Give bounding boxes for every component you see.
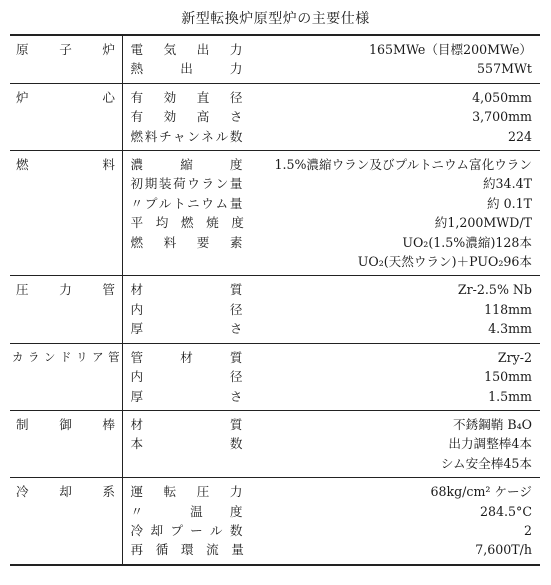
value-column	[250, 410, 540, 477]
table-title: 新型転換炉原型炉の主要仕様	[181, 11, 370, 27]
spec-section	[10, 343, 540, 410]
spec-row	[10, 343, 540, 410]
item-label: 再 循 環 流 量	[130, 542, 244, 558]
category-label: 炉 心	[16, 89, 116, 105]
category-label: 燃 料	[16, 157, 116, 173]
item-label: 平 均 燃 焼 度	[130, 215, 244, 231]
spec-section	[10, 83, 540, 150]
item-label: 内 径	[130, 301, 243, 317]
item-value: 約34.4T	[482, 176, 532, 192]
item-value: 約 0.1T	[486, 195, 532, 211]
item-label: 運 転 圧 力	[130, 484, 243, 500]
item-value: シム安全棒45本	[440, 455, 532, 471]
item-column	[122, 83, 250, 150]
item-value: 224	[507, 128, 532, 144]
spec-row	[10, 478, 540, 565]
item-column	[122, 478, 250, 565]
spec-section	[10, 410, 540, 477]
spec-row	[10, 151, 540, 276]
item-value: 118mm	[484, 301, 532, 317]
category-label: 原 子 炉	[16, 42, 116, 57]
value-column	[250, 276, 540, 343]
item-label: 材 質	[130, 416, 243, 432]
spec-section	[10, 151, 540, 276]
item-value: 1.5%濃縮ウラン及びプルトニウム富化ウラン	[274, 157, 532, 173]
item-label: 熱 出 力	[130, 61, 243, 77]
item-value: 7,600T/h	[475, 542, 532, 558]
item-value: UO₂(天然ウラン)＋PUO₂96本	[357, 254, 532, 270]
item-value: 4.3mm	[488, 321, 532, 337]
spec-row	[10, 410, 540, 477]
item-label: 冷却プール数	[130, 522, 243, 538]
item-label: 電 気 出 力	[130, 42, 243, 57]
item-value: Zr-2.5% Nb	[457, 282, 532, 298]
spec-row	[10, 276, 540, 343]
item-label	[131, 454, 243, 473]
item-column	[122, 276, 250, 343]
item-label: 材 質	[130, 282, 243, 298]
item-value: 165MWe（目標200MWe）	[369, 42, 532, 57]
item-label: 厚 さ	[130, 321, 243, 337]
item-label: 燃 料 要 素	[130, 234, 243, 250]
spec-row	[10, 83, 540, 150]
value-column	[250, 35, 540, 83]
category-label: 圧 力 管	[16, 282, 116, 298]
item-label: 燃料チャンネル数	[130, 128, 243, 144]
item-label: 初期装荷ウラン量	[130, 176, 243, 192]
item-column	[122, 151, 250, 276]
category-label: 冷 却 系	[16, 484, 116, 500]
item-label: 本 数	[130, 436, 243, 452]
item-value: 2	[523, 522, 532, 538]
item-value: Zry-2	[497, 349, 532, 365]
item-label: 〃プルトニウム量	[130, 195, 243, 211]
item-label: 管 材 質	[130, 349, 243, 365]
spec-section	[10, 478, 540, 565]
item-value: 出力調整棒4本	[448, 436, 532, 452]
item-value: UO₂(1.5%濃縮)128本	[402, 234, 532, 250]
item-value: 68kg/cm² ケージ	[430, 484, 532, 500]
item-value: 4,050mm	[472, 89, 532, 105]
item-value: 557MWt	[477, 61, 532, 77]
item-label: 濃 縮 度	[130, 157, 243, 173]
item-value: 284.5°C	[480, 503, 532, 519]
category-label: カランドリア管	[12, 349, 120, 364]
spec-section	[10, 35, 540, 83]
item-label: 有 効 直 径	[130, 89, 243, 105]
spec-table	[10, 34, 540, 566]
item-label: 内 径	[130, 369, 243, 385]
item-column	[122, 410, 250, 477]
value-column	[250, 83, 540, 150]
value-column	[250, 343, 540, 410]
item-label: 〃 温 度	[130, 503, 243, 519]
item-column	[122, 343, 250, 410]
spec-row	[10, 35, 540, 83]
item-value: 約1,200MWD/T	[434, 215, 532, 231]
item-label: 厚 さ	[130, 388, 243, 404]
item-label	[131, 252, 243, 271]
value-column	[250, 478, 540, 565]
value-column	[250, 151, 540, 276]
item-value: 不銹鋼鞘 B₄O	[452, 416, 532, 432]
spec-section	[10, 276, 540, 343]
item-value: 150mm	[484, 369, 532, 385]
item-label: 有 効 高 さ	[130, 109, 243, 125]
item-value: 1.5mm	[488, 388, 532, 404]
category-label: 制 御 棒	[16, 416, 116, 432]
item-value: 3,700mm	[472, 109, 532, 125]
item-column	[122, 35, 250, 83]
